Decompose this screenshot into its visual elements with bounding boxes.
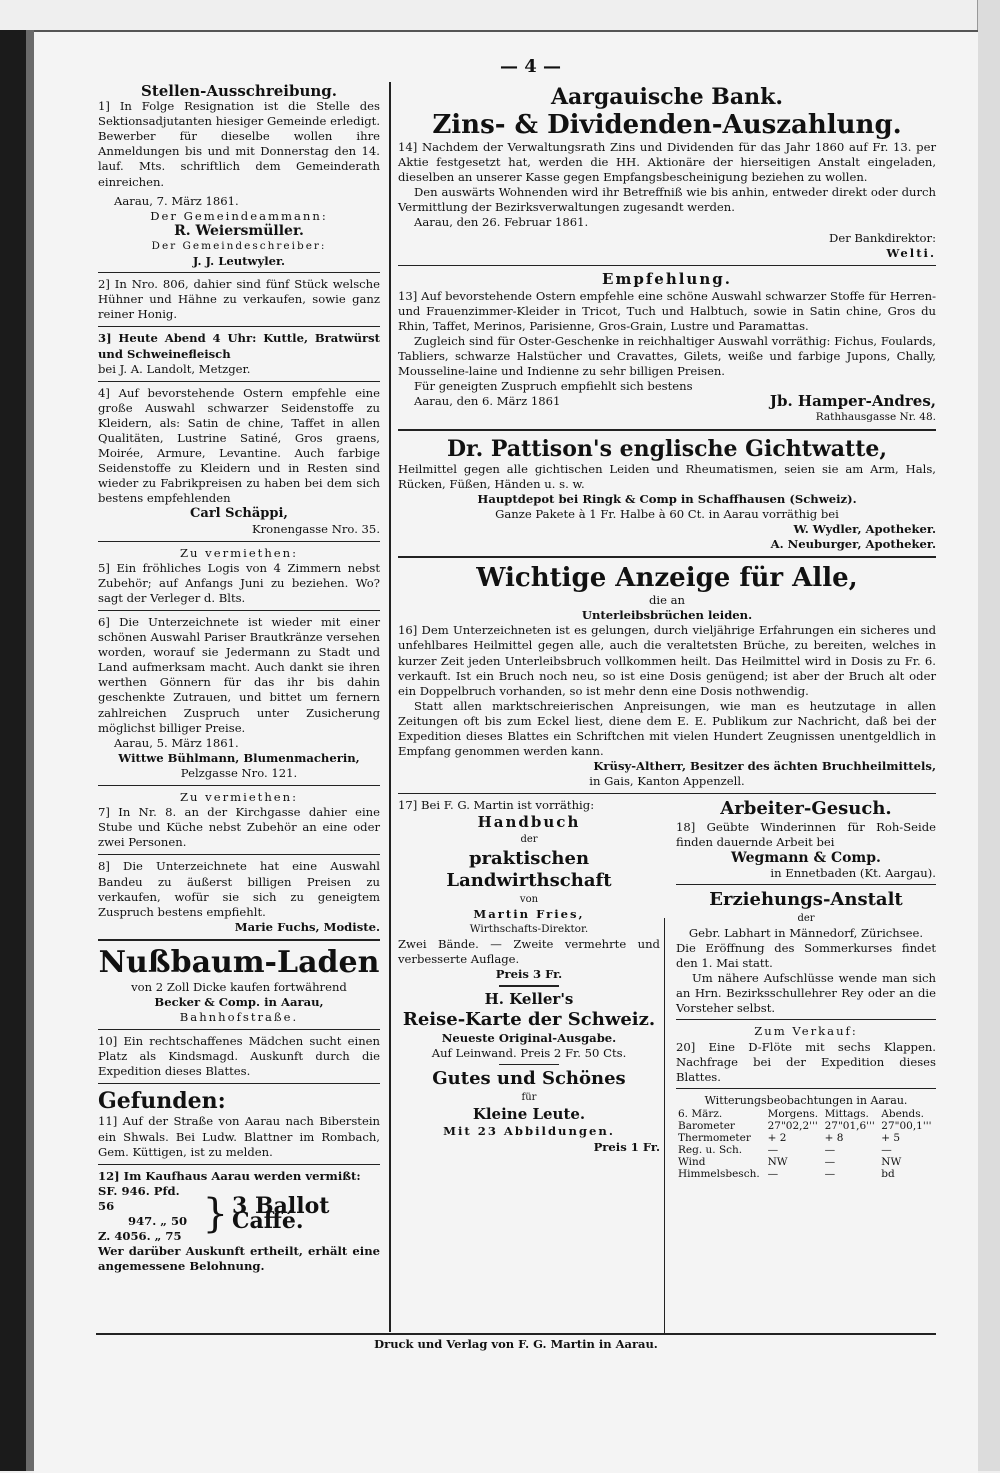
gefunden-title: Gefunden:	[98, 1088, 226, 1115]
stellen-role2: Der Gemeindeschreiber:	[151, 239, 327, 252]
weather-cell: + 8	[824, 1131, 844, 1144]
weather-cell: Wind	[677, 1155, 706, 1168]
weather-cell: + 5	[881, 1131, 901, 1144]
page-number: — 4 —	[500, 56, 562, 77]
ad-6: 6] Die Unterzeichnete ist wieder mit einer schönen Auswahl Pariser Brautkränze versehen worden, worauf sie Jedermann zu Stadt und Land aufmerksam macht. Auch dankt sie ihren werthen Gönnern für das ihr bis dahin geschenkte Zutrauen, und bittet um fernern zahlreichen Zuspruch unter Zusicherung möglichst billiger Preise.	[98, 615, 380, 735]
weather-head: Morgens.	[767, 1107, 819, 1120]
ad-3-by: bei J. A. Landolt, Metzger.	[98, 361, 251, 376]
erziehung-der: der	[797, 912, 815, 924]
weather-cell: —	[824, 1167, 836, 1180]
weather-cell: Barometer	[677, 1119, 735, 1132]
pattison-n1: W. Wydler, Apotheker.	[793, 521, 936, 536]
gutes-price: Preis 1 Fr.	[593, 1139, 660, 1154]
ad-14-date: Aarau, den 26. Februar 1861.	[414, 215, 589, 230]
ad-12-code: Z. 4056. „ 75	[98, 1229, 182, 1244]
pattison-title: Dr. Pattison's englische Gichtwatte,	[446, 435, 888, 462]
bottom-rule	[96, 1333, 936, 1335]
weather-table	[676, 1108, 936, 1180]
weather-cell: NW	[767, 1155, 788, 1168]
ad-18: 18] Geübte Winderinnen für Roh-Seide finden dauernde Arbeit bei	[675, 820, 936, 850]
nussbaum-title: Nußbaum-Laden	[98, 944, 380, 980]
stellen-date: Aarau, 7. März 1861.	[114, 193, 239, 208]
ad-13-addr: Rathhausgasse Nr. 48.	[815, 410, 936, 423]
ad-20: 20] Eine D-Flöte mit sechs Klappen. Nachfrage bei der Expedition dieses Blattes.	[675, 1039, 936, 1084]
verkauf-title: Zum Verkauf:	[754, 1024, 858, 1039]
ad-17-role: Wirthschafts-Direktor.	[469, 922, 589, 935]
next-page-edge	[977, 0, 1000, 1471]
stellen-role1: Der Gemeindeammann:	[150, 208, 328, 223]
ad-13c: Für geneigten Zuspruch empfiehlt sich bestens	[414, 379, 693, 394]
weather-cell: 27"00,1'''	[881, 1119, 932, 1132]
ad-12-code: 947. „ 50	[128, 1214, 188, 1228]
weather-cell: —	[824, 1155, 836, 1168]
pattison-price: Ganze Pakete à 1 Fr. Halbe à 60 Ct. in Aarau vorräthig bei	[495, 506, 839, 521]
pattison-n2: A. Neuburger, Apotheker.	[770, 537, 936, 552]
weather-head: Abends.	[881, 1107, 924, 1120]
ad-3: 3] Heute Abend 4 Uhr: Kuttle, Bratwürst und Schweinefleisch	[98, 331, 380, 361]
wichtige-title: Wichtige Anzeige für Alle,	[476, 563, 858, 594]
nussbaum-name: Becker & Comp. in Aarau,	[154, 994, 324, 1009]
ad-17-author: Martin Fries,	[473, 906, 585, 921]
erziehung-name: Gebr. Labhart in Männedorf, Zürichsee.	[688, 925, 924, 940]
ad-14-role: Der Bankdirektor:	[829, 230, 936, 245]
gutes-sub: Kleine Leute.	[472, 1105, 586, 1124]
zu-vermiethen-2: Zu vermiethen:	[179, 790, 299, 805]
book-spine	[0, 30, 26, 1471]
ad-17-edition: Zwei Bände. — Zweite vermehrte und verbesserte Auflage.	[398, 936, 660, 966]
ad-17-price: Preis 3 Fr.	[495, 967, 563, 982]
stellen-text: 1] In Folge Resignation ist die Stelle des Sektionsadjutanten hiesiger Gemeinde erledigt. Bewerber für dieselbe wollen ihre Anmeldungen bis und mit Donnerstag den 14. lauf. Mts. schriftlich dem Gemeinderath einreichen.	[98, 99, 380, 189]
ad-4-addr: Kronengasse Nro. 35.	[251, 521, 380, 536]
ad-17-handbuch: Handbuch	[477, 813, 581, 832]
book-gutter	[26, 30, 34, 1471]
ad-11: 11] Auf der Straße von Aarau nach Biberstein ein Shwals. Bei Ludw. Blattner im Rombach, Gem. Küttigen, ist zu melden.	[98, 1114, 380, 1159]
ad-14b: Den auswärts Wohnenden wird ihr Betreffniß wie bis anhin, entweder direkt oder durch Vermittlung der Bezirksverwaltungen zugesandt werden.	[398, 185, 936, 215]
imprint: Druck und Verlag von F. G. Martin in Aarau.	[374, 1337, 658, 1351]
ad-6-name: Wittwe Bühlmann, Blumenmacherin,	[118, 750, 360, 765]
nussbaum-text: von 2 Zoll Dicke kaufen fortwährend	[131, 979, 347, 994]
ad-4-name: Carl Schäppi,	[190, 506, 288, 522]
ad-14: 14] Nachdem der Verwaltungsrath Zins und Dividenden für das Jahr 1860 auf Fr. 13. per Aktie festgesetzt hat, werden die HH. Aktionäre der hierseitigen Anstalt eingeladen, dieselben an unserer Kasse gegen Empfangsbescheinigung beziehen zu wollen.	[398, 140, 936, 185]
bank-name: Aargauische Bank.	[550, 84, 784, 110]
ad-17-intro: 17] Bei F. G. Martin ist vorräthig:	[398, 798, 595, 813]
ad-18-name: Wegmann & Comp.	[731, 849, 881, 866]
keller-price: Auf Leinwand. Preis 2 Fr. 50 Cts.	[431, 1046, 627, 1061]
weather-cell: Reg. u. Sch.	[677, 1143, 743, 1156]
ad-13b: Zugleich sind für Oster-Geschenke in reichhaltiger Auswahl vorräthig: Fichus, Foulards, Tabliers, schwarze Halstücher und Cravattes, Gilets, weiße und farbige Jupons, Chally, Mousseline-laine und Indienne zu sehr billigen Preisen.	[398, 334, 936, 379]
keller-name: H. Keller's	[484, 990, 574, 1009]
nussbaum-addr: Bahnhofstraße.	[179, 1010, 299, 1025]
ad-12-ballot: 3 Ballot Caffé.	[232, 1192, 330, 1234]
stellen-title: Stellen-Ausschreibung.	[140, 82, 337, 100]
ad-10: 10] Ein rechtschaffenes Mädchen sucht einen Platz als Kindsmagd. Auskunft durch die Expedition dieses Blattes.	[98, 1034, 380, 1079]
ad-17-title: praktischen Landwirthschaft	[446, 847, 612, 891]
ad-6-addr: Pelzgasse Nro. 121.	[180, 765, 298, 780]
ad-13: 13] Auf bevorstehende Ostern empfehle eine schöne Auswahl schwarzer Stoffe für Herren- und Frauenzimmer-Kleider in Tricot, Tuch und Halbtuch, sowie in Satin chine, Gros du Rhin, Taffet, Merinos, Parisienne, Gros-Grain, Lustre und Paramattas.	[398, 288, 936, 333]
gutes-title: Gutes und Schönes	[432, 1068, 626, 1090]
weather-cell: bd	[881, 1167, 895, 1180]
stellen-name2: J. J. Leutwyler.	[192, 254, 286, 269]
left-column	[98, 84, 380, 1274]
arbeiter-title: Arbeiter-Gesuch.	[720, 798, 892, 820]
ad-7: 7] In Nr. 8. an der Kirchgasse dahier eine Stube und Küche nebst Zubehör an eine oder zwei Personen.	[98, 805, 380, 850]
weather-cell: —	[767, 1143, 779, 1156]
ad-8-name: Marie Fuchs, Modiste.	[234, 919, 380, 934]
erziehung-text2: Um nähere Aufschlüsse wende man sich an Hrn. Bezirksschullehrer Rey oder an die Vorsteher selbst.	[675, 971, 936, 1016]
ad-6-date: Aarau, 5. März 1861.	[114, 735, 239, 750]
ad-12-end: Wer darüber Auskunft ertheilt, erhält eine angemessene Belohnung.	[98, 1244, 380, 1274]
column-rule	[389, 82, 391, 1332]
ad-16b: Statt allen marktschreierischen Anpreisungen, wie man es heutzutage in allen Zeitungen oft bis zum Eckel liest, diene dem E. E. Publikum zur Nachricht, daß bei der Expedition dieses Blattes ein Schriftchen mit vielen Hundert Zeugnissen unentgeldlich in Empfang genommen werden kann.	[398, 698, 936, 759]
ad-16-name: Krüsy-Altherr, Besitzer des ächten Bruchheilmittels,	[593, 759, 936, 774]
ad-14-name: Welti.	[886, 245, 936, 260]
weather-cell: —	[767, 1167, 779, 1180]
ad-16: 16] Dem Unterzeichneten ist es gelungen, durch vieljährige Erfahrungen ein sicheres und unfehlbares Heilmittel gegen alle, auch die veraltetsten Brüche, zu bereiten, welches in kurzer Zeit jeden Unterleibsbruch vollkommen heilt. Das Heilmittel wird in Dosis zu Fr. 6. verkauft. Ist ein Bruch noch neu, so ist eine Dosis genügend; ist aber der Bruch alt oder ein Doppelbruch vorhanden, so ist mehr denn eine Dosis nothwendig.	[398, 623, 936, 698]
ad-4: 4] Auf bevorstehende Ostern empfehle eine große Auswahl schwarzer Seidenstoffe zu Kleidern, als: Satin de chine, Taffet in allen Qualitäten, Lustrine Satiné, Gros graens, Moirée, Armure, Levantine. Auch farbige Seidenstoffe zu Kleidern und in Resten sind wieder zu Fabrikpreisen zu haben bei dem sich bestens empfehlenden	[98, 385, 380, 506]
weather-cell: Himmelsbesch.	[677, 1167, 760, 1180]
ad-17-der: der	[520, 834, 538, 846]
gutes-fur: für	[521, 1092, 537, 1104]
weather-title: Witterungsbeobachtungen in Aarau.	[704, 1093, 908, 1107]
weather-cell: NW	[881, 1155, 902, 1168]
bottom-subcolumns	[398, 798, 936, 1180]
weather-cell: + 2	[767, 1131, 787, 1144]
ad-18-addr: in Ennetbaden (Kt. Aargau).	[770, 865, 936, 880]
brace-icon: }	[202, 1191, 229, 1237]
bank-title: Zins- & Dividenden-Auszahlung.	[432, 110, 902, 140]
weather-cell: 27"01,6'''	[824, 1119, 875, 1132]
pattison-depot: Hauptdepot bei Ringk & Comp in Schaffhausen (Schweiz).	[477, 491, 857, 506]
ad-13-name: Jb. Hamper-Andres,	[769, 392, 936, 411]
weather-cell: —	[824, 1143, 836, 1156]
ad-12-code: SF. 946. Pfd. 56	[98, 1183, 180, 1213]
pattison-text: Heilmittel gegen alle gichtischen Leiden und Rheumatismen, seien sie am Arm, Hals, Rücken, Füßen, Händen u. s. w.	[398, 461, 936, 491]
ad-8: 8] Die Unterzeichnete hat eine Auswahl Bandeu zu äußerst billigen Preisen zu verkaufen, wofür sie sich zu geneigtem Zuspruch bestens empfiehlt.	[98, 859, 380, 919]
erziehung-text: Die Eröffnung des Sommerkurses findet den 1. Mai statt.	[675, 940, 936, 971]
keller-sub: Neueste Original-Ausgabe.	[441, 1031, 617, 1046]
weather-cell: —	[881, 1143, 892, 1156]
empfehlung-title: Empfehlung.	[602, 269, 732, 288]
ad-2: 2] In Nro. 806, dahier sind fünf Stück welsche Hühner und Hähne zu verkaufen, sowie ganz reiner Honig.	[98, 277, 380, 322]
ad-13-date: Aarau, den 6. März 1861	[414, 394, 561, 409]
erziehung-title: Erziehungs-Anstalt	[709, 888, 903, 910]
wichtige-sub1: die an	[648, 593, 686, 608]
ad-16-addr: in Gais, Kanton Appenzell.	[589, 774, 745, 789]
ad-17-von: von	[519, 893, 539, 905]
zu-vermiethen-1: Zu vermiethen:	[179, 545, 299, 560]
weather-head: 6. März.	[677, 1107, 723, 1120]
right-column	[398, 84, 936, 1180]
weather-cell: Thermometer	[677, 1131, 751, 1144]
keller-title: Reise-Karte der Schweiz.	[402, 1009, 656, 1031]
ad-12-items	[98, 1184, 380, 1244]
wichtige-sub2: Unterleibsbrüchen leiden.	[581, 608, 753, 623]
gutes-ill: Mit 23 Abbildungen.	[443, 1124, 615, 1139]
ad-12-intro: 12] Im Kaufhaus Aarau werden vermißt:	[98, 1168, 361, 1183]
weather-head: Mittags.	[824, 1107, 869, 1120]
weather-cell: 27"02,2'''	[767, 1119, 818, 1132]
ad-5: 5] Ein fröhliches Logis von 4 Zimmern nebst Zubehör; auf Anfangs Juni zu beziehen. Wo? sagt der Verleger d. Blts.	[98, 560, 380, 605]
stellen-name1: R. Weiersmüller.	[174, 222, 304, 239]
